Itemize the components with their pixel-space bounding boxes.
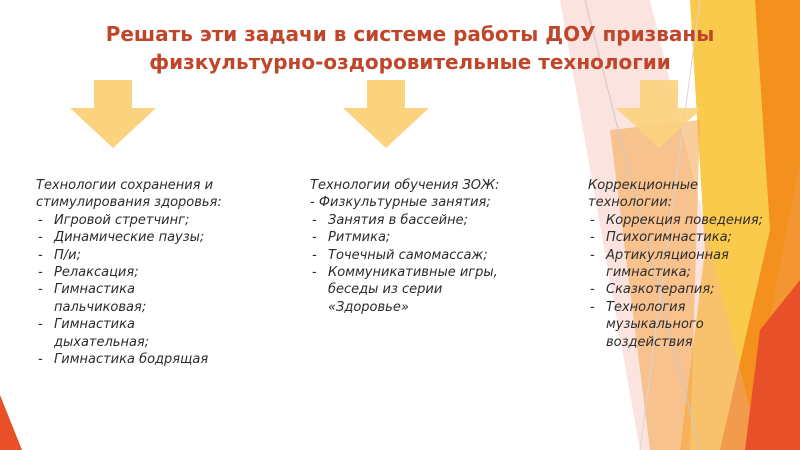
list-item: - П/и; [36, 247, 226, 264]
list-item: - Психогимнастика; [588, 229, 774, 246]
list-item-lead: - Физкультурные занятия; [310, 195, 491, 211]
list-item: - Сказкотерапия; [588, 281, 774, 298]
column-healthy-lifestyle [310, 177, 505, 316]
arrow-down-icon [616, 80, 702, 148]
arrow-down-icon [70, 80, 156, 148]
technology-list [36, 212, 226, 369]
list-item: - Релаксация; [36, 264, 226, 281]
technology-list [310, 212, 505, 316]
column-heading: Технологии обучения ЗОЖ: [310, 178, 500, 193]
left-accent-shape [0, 395, 22, 450]
column-health-preservation [36, 177, 226, 368]
list-item: - Артикуляционная гимнастика; [588, 247, 774, 282]
column-correction [588, 177, 774, 351]
column-heading: Технологии сохранения и стимулирования здоровья: [36, 178, 222, 211]
column-heading: Коррекционные технологии: [588, 178, 699, 211]
list-item: - Гимнастика дыхательная; [36, 316, 226, 351]
list-item: - Ритмика; [310, 229, 505, 246]
technology-list [588, 212, 774, 351]
list-item: - Коммуникативные игры, беседы из серии «Здоровье» [310, 264, 505, 316]
slide-title: Решать эти задачи в системе работы ДОУ призваны физкультурно-оздоровительные технологии [105, 22, 715, 74]
list-item: - Точечный самомассаж; [310, 247, 505, 264]
list-item: - Коррекция поведения; [588, 212, 774, 229]
list-item: - Игровой стретчинг; [36, 212, 226, 229]
list-item: - Технология музыкального воздействия [588, 299, 774, 351]
list-item: - Занятия в бассейне; [310, 212, 505, 229]
list-item: - Гимнастика бодрящая [36, 351, 226, 368]
arrow-down-icon [343, 80, 429, 148]
list-item: - Динамические паузы; [36, 229, 226, 246]
list-item: - Гимнастика пальчиковая; [36, 281, 226, 316]
